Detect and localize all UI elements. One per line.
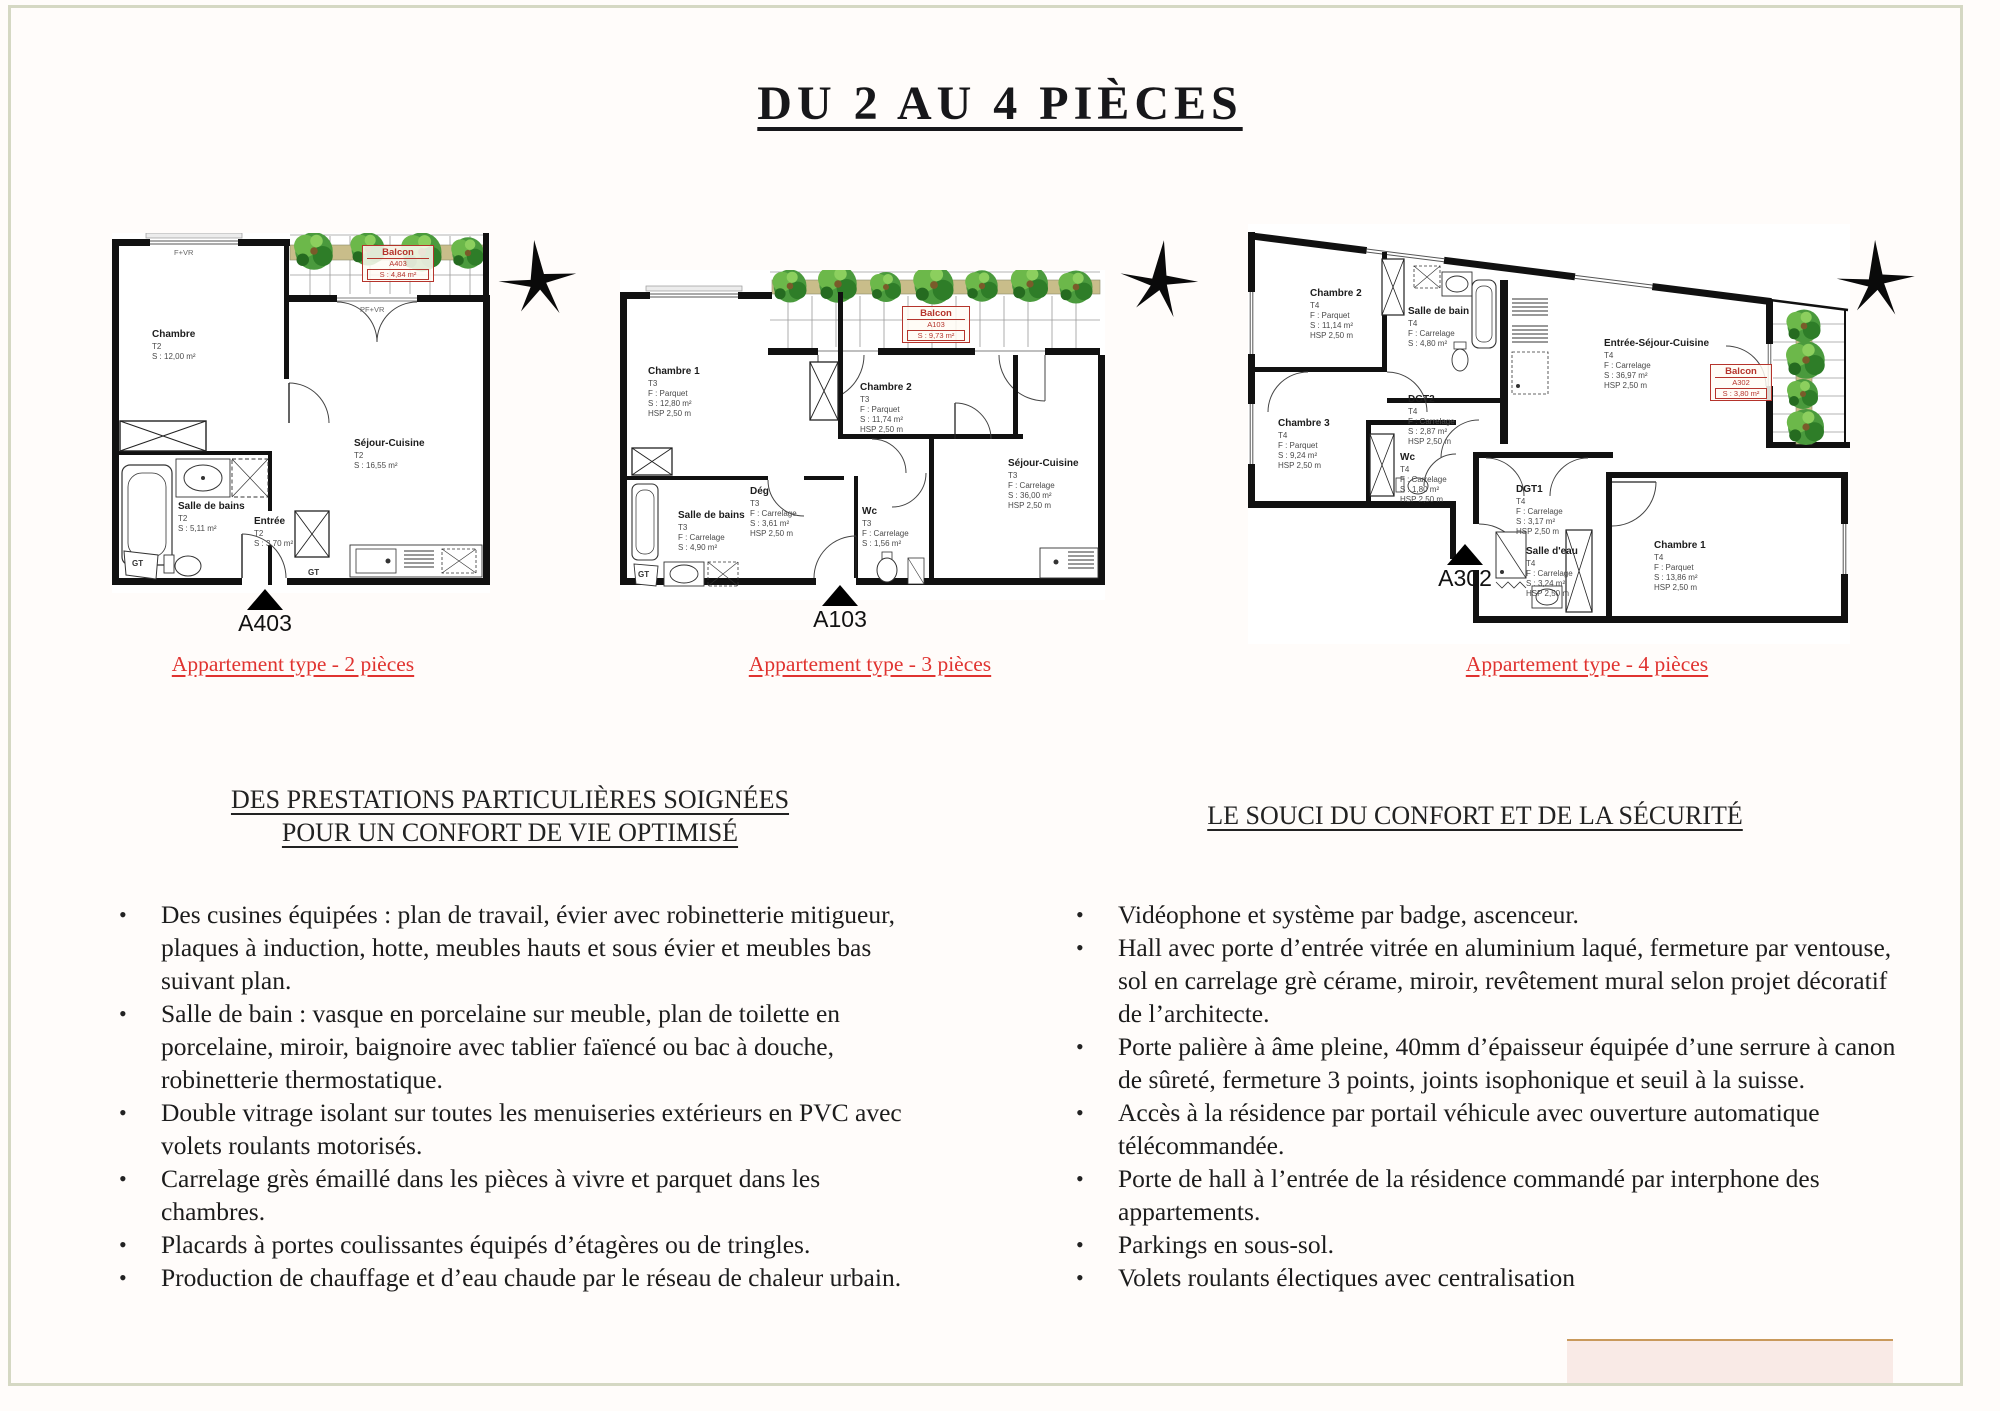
room-label-chambre-1: Chambre 1 T3 F : Parquet S : 12,80 m² HSP 2,50 m [648, 366, 700, 418]
list-item: • Carrelage grès émaillé dans les pièces à vivre et parquet dans les chambres. [113, 1162, 905, 1228]
room-label-entree-sejour-cuisine: Entrée-Séjour-Cuisine T4 F : Carrelage S : 36,97 m² HSP 2,50 m [1604, 338, 1710, 390]
list-item: • Porte palière à âme pleine, 40mm d’épaisseur équipée d’une serrure à canon de sûreté, fermeture 3 points, joints isophonique et seuil à la suisse. [1070, 1030, 1906, 1096]
room-label-entree: Entrée T2 S : 3,70 m² [254, 516, 294, 548]
floorplan-4-pieces [1248, 224, 1850, 644]
window-label: F+VR [174, 248, 194, 257]
list-item: • Des cusines équipées : plan de travail, évier avec robinetterie mitigueur, plaques à induction, hotte, meubles hauts et sous évier et meubles bas suivant plan. [113, 898, 905, 997]
gt-label: GT [132, 559, 144, 568]
room-label-dgt2: DGT2 T4 F : Carrelage S : 2,87 m² HSP 2,50 m [1408, 394, 1455, 446]
list-item: • Salle de bain : vasque en porcelaine sur meuble, plan de toilette en porcelaine, miroir, baignoire avec tablier faïencé ou bac à douche, robinetterie thermostatique. [113, 997, 905, 1096]
balcon-label: Balcon A302 S : 3,80 m² [1710, 364, 1772, 401]
room-label-sejour-cuisine: Séjour-Cuisine T2 S : 16,55 m² [354, 438, 425, 470]
entrance-marker-a403: A403 [225, 589, 305, 637]
room-label-chambre-2: Chambre 2 T4 F : Parquet S : 11,14 m² HSP 2,50 m [1310, 288, 1362, 340]
floorplan-3-pieces [620, 270, 1105, 600]
caption-4-pieces: Appartement type - 4 pièces [1465, 652, 1709, 676]
list-item: • Volets roulants électiques avec centralisation [1070, 1261, 1906, 1294]
gt-label: GT [308, 568, 320, 577]
left-section-list [113, 898, 905, 1294]
list-item: • Double vitrage isolant sur toutes les menuiseries extérieurs en PVC avec volets roulants motorisés. [113, 1096, 905, 1162]
entrance-triangle-icon [1447, 544, 1483, 565]
balcon-label: Balcon A403 S : 4,84 m² [362, 245, 434, 282]
list-item: • Parkings en sous-sol. [1070, 1228, 1906, 1261]
room-label-salle-de-bains: Salle de bains T3 F : Carrelage S : 4,90 m² [678, 510, 745, 552]
list-item: • Hall avec porte d’entrée vitrée en aluminium laqué, fermeture par ventouse, sol en carrelage grè cérame, miroir, revêtement mural selon projet décoratif de l’architecte. [1070, 931, 1906, 1030]
room-label-chambre-1: Chambre 1 T4 F : Parquet S : 13,86 m² HSP 2,50 m [1654, 540, 1706, 592]
compass-icon [1113, 237, 1203, 327]
room-label-chambre-2: Chambre 2 T3 F : Parquet S : 11,74 m² HSP 2,50 m [860, 382, 912, 434]
floorplan-2-pieces-drawing [112, 233, 490, 593]
compass-icon [1830, 237, 1920, 327]
entrance-triangle-icon [822, 585, 858, 606]
room-label-chambre-3: Chambre 3 T4 F : Parquet S : 9,24 m² HSP 2,50 m [1278, 418, 1330, 470]
floorplan-2-pieces [112, 233, 490, 593]
room-label-salle-de-bains: Salle de bains T2 S : 5,11 m² [178, 501, 245, 533]
page-title: DU 2 AU 4 PIÈCES [757, 77, 1243, 130]
room-label-salle-d-eau: Salle d'eau T4 F : Carrelage S : 3,24 m² HSP 2,50 m [1526, 546, 1578, 598]
gt-label: GT [638, 570, 650, 579]
white-patch [1750, 1195, 1960, 1335]
caption-3-pieces: Appartement type - 3 pièces [748, 652, 992, 676]
room-label-dgt1: DGT1 T4 F : Carrelage S : 3,17 m² HSP 2,50 m [1516, 484, 1563, 536]
entrance-marker-a103: A103 [800, 585, 880, 633]
list-item: • Vidéophone et système par badge, ascenceur. [1070, 898, 1906, 931]
left-section-heading: DES PRESTATIONS PARTICULIÈRES SOIGNÉES POUR UN CONFORT DE VIE OPTIMISÉ [230, 785, 790, 847]
pink-box [1567, 1339, 1893, 1383]
entrance-triangle-icon [247, 589, 283, 610]
list-item: • Placards à portes coulissantes équipés d’étagères ou de tringles. [113, 1228, 905, 1261]
room-label-sejour-cuisine: Séjour-Cuisine T3 F : Carrelage S : 36,00 m² HSP 2,50 m [1008, 458, 1079, 510]
room-label-chambre: Chambre T2 S : 12,00 m² [152, 329, 196, 361]
room-label-wc: Wc T3 F : Carrelage S : 1,56 m² [862, 506, 909, 548]
room-label-wc: Wc T4 F : Carrelage S : 1,80 m² HSP 2,50 m [1400, 452, 1447, 504]
window-label: PF+VR [360, 305, 385, 314]
caption-2-pieces: Appartement type - 2 pièces [171, 652, 415, 676]
list-item: • Production de chauffage et d’eau chaude par le réseau de chaleur urbain. [113, 1261, 905, 1294]
list-item: • Accès à la résidence par portail véhicule avec ouverture automatique télécommandée. [1070, 1096, 1906, 1162]
compass-icon [492, 237, 582, 327]
room-label-salle-de-bain: Salle de bain T4 F : Carrelage S : 4,80 m² [1408, 306, 1470, 348]
list-item: • Porte de hall à l’entrée de la résidence commandé par interphone des appartements. [1070, 1162, 1906, 1228]
balcon-label: Balcon A103 S : 9,73 m² [902, 306, 970, 343]
right-section-heading: LE SOUCI DU CONFORT ET DE LA SÉCURITÉ [1207, 801, 1743, 830]
entrance-marker-a302: A302 [1425, 544, 1505, 592]
room-label-deg: Dég T3 F : Carrelage S : 3,61 m² HSP 2,50 m [750, 486, 797, 538]
